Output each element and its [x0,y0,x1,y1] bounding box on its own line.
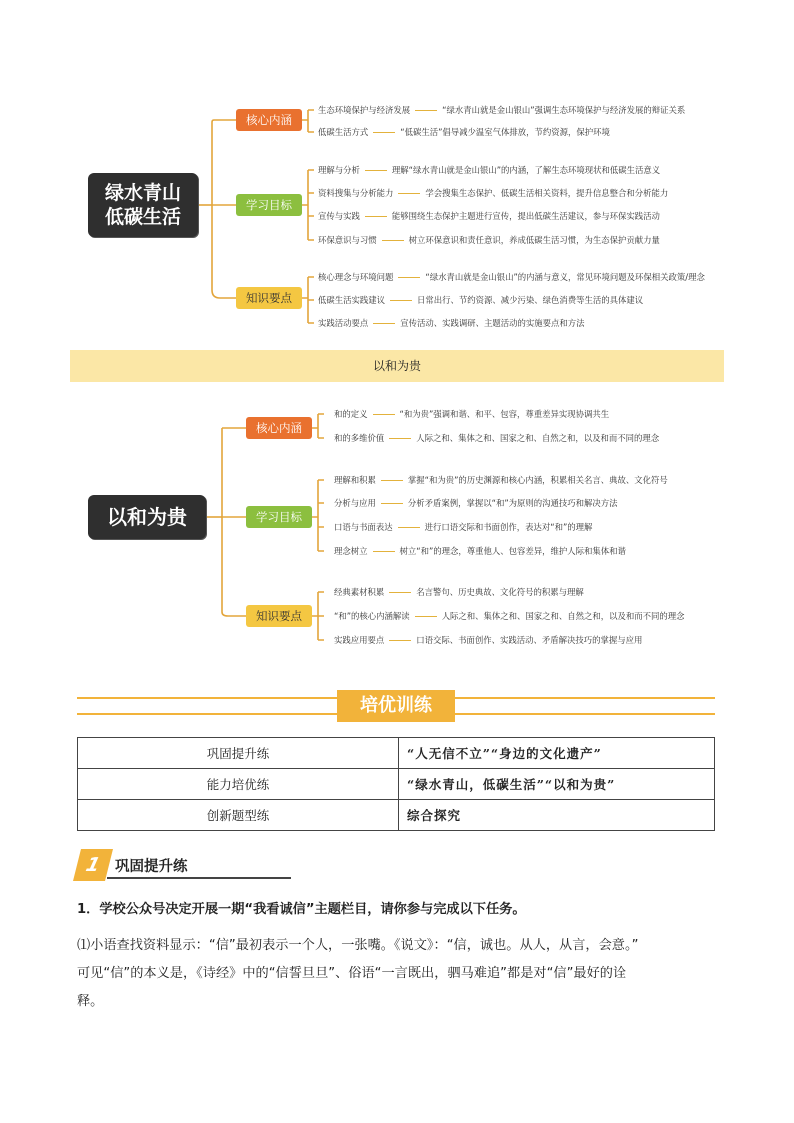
mindmap1-leaf: 实践活动要点 宣传活动、实践调研、主题活动的实施要点和方法 [318,318,585,328]
mindmap1-branch-goals: 学习目标 [236,194,302,216]
section-title: 巩固提升练 [115,859,188,875]
question-part1-line1: ⑴小语查找资料显示：“信”最初表示一个人，一张嘴。《说文》：“信，诚也。从人，从言，会意。” [77,938,639,953]
table-cell-content: 综合探究 [399,800,715,831]
mindmap1-leaf: 理解与分析 理解“绿水青山就是金山银山”的内涵，了解生态环境现状和低碳生活意义 [318,165,661,175]
mindmap1-leaf: 宣传与实践 能够围绕生态保护主题进行宣传，提出低碳生活建议，参与环保实践活动 [318,211,660,221]
mindmap1-leaf: 低碳生活实践建议 日常出行、节约资源、减少污染、绿色消费等生活的具体建议 [318,295,644,305]
question-part1-line3: 释。 [77,994,104,1009]
question-part1-line2: 可见“信”的本义是，《诗经》中的“信誓旦旦”、俗语“一言既出，驷马难追”都是对“信”最好的诠 [77,966,627,981]
mindmap2-root: 以和为贵 [88,495,206,539]
table-cell-name: 能力培优练 [78,769,399,800]
training-table [77,737,715,831]
header-rule [455,697,715,699]
mindmap1-leaf: 核心理念与环境问题 “绿水青山就是金山银山”的内涵与意义，常见环境问题及环保相关政策/理念 [318,272,705,282]
mindmap2-branch-points: 知识要点 [246,605,312,627]
table-row [78,800,715,831]
mindmap1-leaf: 资料搜集与分析能力 学会搜集生态保护、低碳生活相关资料，提升信息整合和分析能力 [318,188,669,198]
table-cell-name: 巩固提升练 [78,738,399,769]
mindmap2-branch-core: 核心内涵 [246,417,312,439]
section-banner: 以和为贵 [70,350,724,382]
mindmap2-leaf: 理念树立 树立“和”的理念，尊重他人、包容差异，维护人际和集体和谐 [334,546,626,556]
table-cell-content: “绿水青山，低碳生活”“以和为贵” [399,769,715,800]
mindmap1-leaf: 环保意识与习惯 树立环保意识和责任意识，养成低碳生活习惯，为生态保护贡献力量 [318,235,660,245]
header-rule [77,697,337,699]
question-stem: 1．学校公众号决定开展一期“我看诚信”主题栏目，请你参与完成以下任务。 [77,902,526,917]
table-cell-name: 创新题型练 [78,800,399,831]
mindmap1-root [88,173,198,237]
table-row [78,769,715,800]
table-row [78,738,715,769]
section-number: 1 [73,849,113,881]
header-rule [77,713,337,715]
mindmap2-leaf: 实践应用要点 口语交际、书面创作、实践活动、矛盾解决技巧的掌握与应用 [334,635,643,645]
mindmap2-leaf: 和的多维价值 人际之和、集体之和、国家之和、自然之和，以及和而不同的理念 [334,433,660,443]
root-line-1: 绿水青山 [104,182,181,204]
mindmap1-leaf: 低碳生活方式 “低碳生活”倡导减少温室气体排放，节约资源，保护环境 [318,127,610,137]
mindmap2-leaf: 和的定义 “和为贵”强调和谐、和平、包容，尊重差异实现协调共生 [334,409,610,419]
training-title: 培优训练 [337,690,455,722]
root-line-2: 低碳生活 [104,206,181,228]
header-rule [455,713,715,715]
mindmap2-leaf: 分析与应用 分析矛盾案例，掌握以“和”为原则的沟通技巧和解决方法 [334,498,618,508]
mindmap1-branch-points: 知识要点 [236,287,302,309]
mindmap2-branch-goals: 学习目标 [246,506,312,528]
table-cell-content: “人无信不立”“身边的文化遗产” [399,738,715,769]
mindmap2-leaf: 口语与书面表达 进行口语交际和书面创作，表达对“和”的理解 [334,522,593,532]
mindmap1-leaf: 生态环境保护与经济发展 “绿水青山就是金山银山”强调生态环境保护与经济发展的辩证关系 [318,105,686,115]
mindmap2-leaf: “和”的核心内涵解读 人际之和、集体之和、国家之和、自然之和，以及和而不同的理念 [334,611,685,621]
mindmap2-leaf: 经典素材积累 名言警句、历史典故、文化符号的积累与理解 [334,587,584,597]
mindmap2-leaf: 理解和积累 掌握“和为贵”的历史渊源和核心内涵，积累相关名言、典故、文化符号 [334,475,668,485]
mindmap1-branch-core: 核心内涵 [236,109,302,131]
section-underline [107,877,291,879]
